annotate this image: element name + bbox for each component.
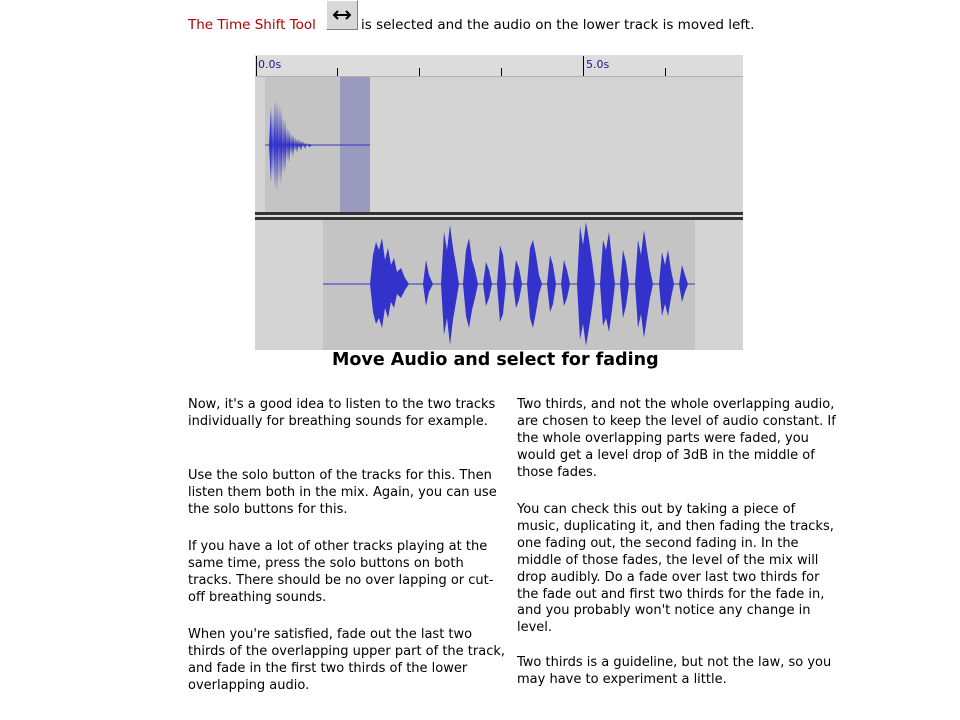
ruler-tick [256,56,257,76]
ruler-tick [665,68,666,76]
paragraph: If you have a lot of other tracks playing at the same time, press the solo buttons on both tracks. There should be no over lapping or cut-off breathing sounds. [188,539,494,605]
ruler-tick [583,56,584,76]
paragraph: Use the solo button of the tracks for this. Then listen them both in the mix. Again, you can use the solo buttons for this. [188,468,497,517]
upper-waveform [255,77,743,213]
lower-track[interactable] [255,220,743,350]
upper-track[interactable] [255,77,743,213]
paragraph: You can check this out by taking a piece of music, duplicating it, and then fading the tracks, one fading out, the second fading in. In the middle of those fades, the level of the mix will drop audibly. Do a fade over last two thirds for the fade out and first two thirds for the fade in, and you probably won't notice any change in level. [517,502,834,636]
ruler-tick [419,68,420,76]
intro-text-lead [188,17,316,33]
paragraph: Two thirds, and not the whole overlapping audio, are chosen to keep the level of audio constant. If the whole overlapping parts were faded, you would get a level drop of 3dB in the middle of those fades. [517,397,836,480]
paragraph: Two thirds is a guideline, but not the law, so you may have to experiment a little. [517,655,832,687]
timeline-ruler[interactable] [255,55,743,77]
audio-editor-screenshot [255,55,743,350]
ruler-tick [501,68,502,76]
time-shift-icon [331,5,353,25]
paragraph: When you're satisfied, fade out the last two thirds of the overlapping upper part of the track, and fade in the first two thirds of the lower overlapping audio. [188,627,506,693]
tool-name-link: The Time Shift Tool [188,17,316,33]
paragraph: Now, it's a good idea to listen to the two tracks individually for breathing sounds for example. [188,397,496,429]
intro-text-rest: is selected and the audio on the lower track is moved left. [361,17,755,33]
ruler-tick [337,68,338,76]
ruler-label-mid: 5.0s [586,58,610,71]
time-shift-tool-button[interactable] [326,0,358,30]
ruler-label-start: 0.0s [258,58,282,71]
track-divider[interactable] [255,212,743,215]
figure-caption: Move Audio and select for fading [332,350,659,370]
lower-waveform [255,220,743,350]
